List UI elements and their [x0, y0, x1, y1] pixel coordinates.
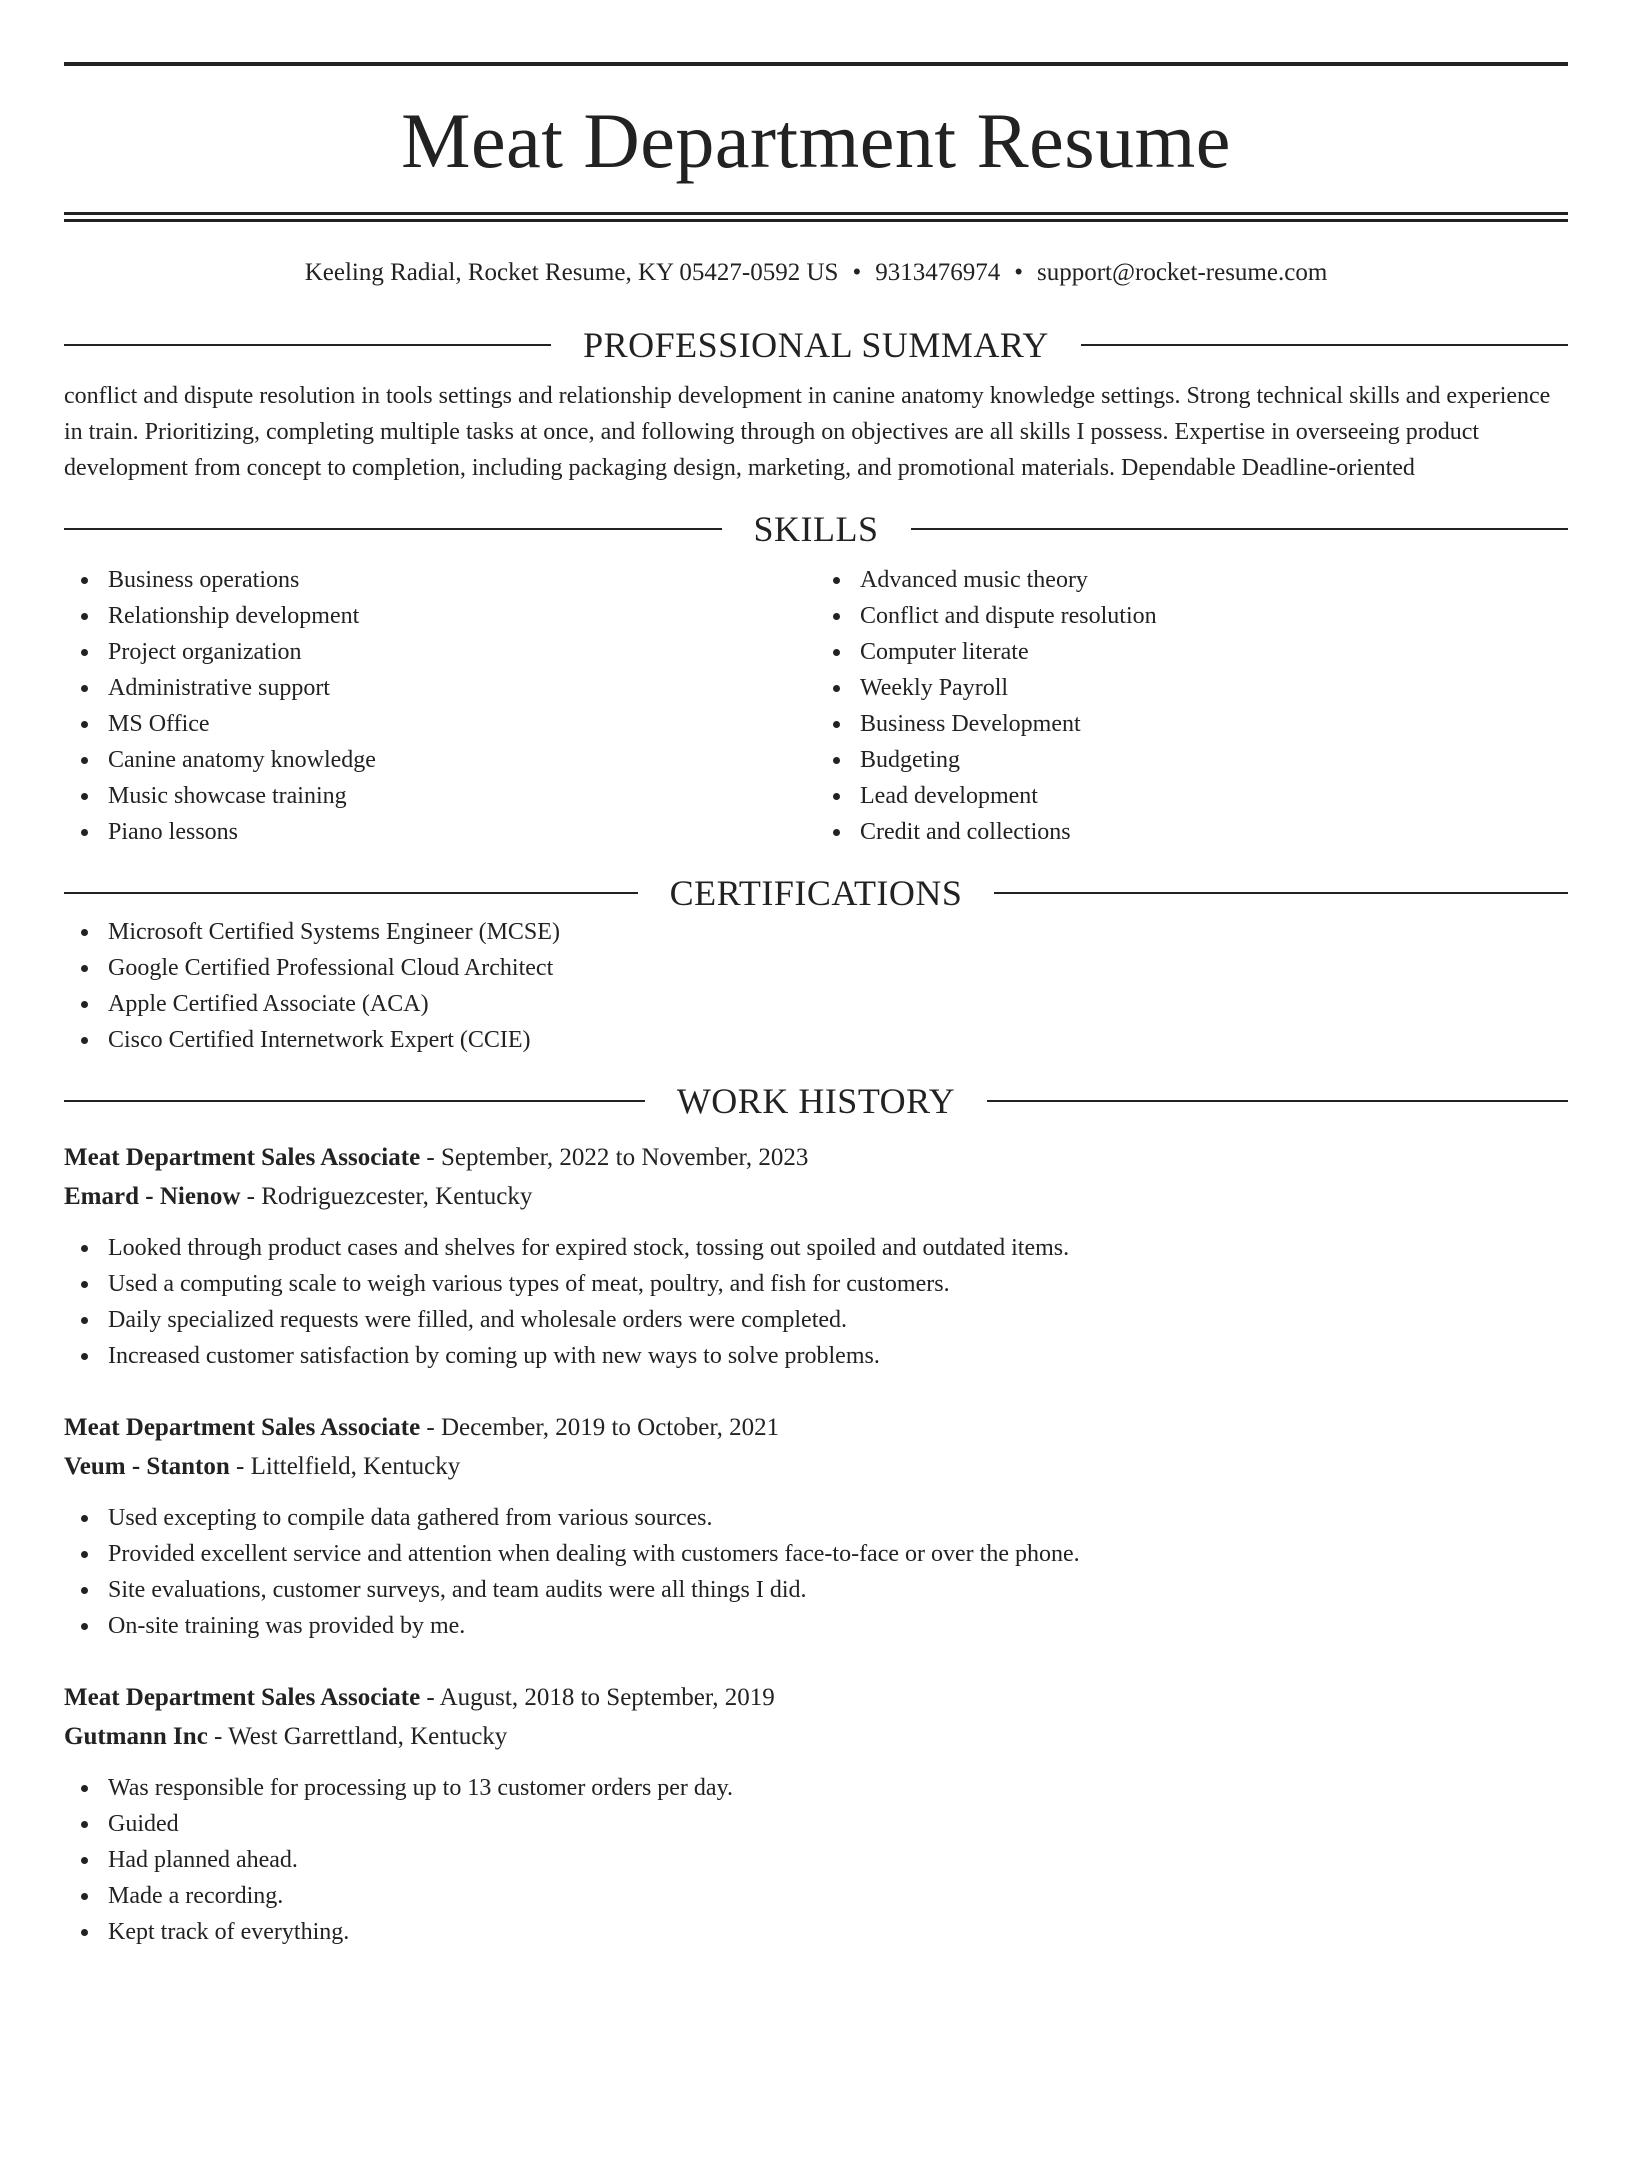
skills-heading: [64, 508, 1568, 550]
skill-item: Business Development: [816, 706, 1568, 742]
job-duty-item: On-site training was provided by me.: [64, 1608, 1568, 1644]
heading-rule-left: [64, 344, 551, 346]
skill-item: Lead development: [816, 778, 1568, 814]
skill-item: Piano lessons: [64, 814, 816, 850]
top-rule: [64, 62, 1568, 66]
skill-item: Budgeting: [816, 742, 1568, 778]
heading-rule-right: [987, 1100, 1568, 1102]
work-history-heading: [64, 1080, 1568, 1122]
job-company: Gutmann Inc: [64, 1723, 208, 1750]
job-duty-item: Site evaluations, customer surveys, and team audits were all things I did.: [64, 1572, 1568, 1608]
work-history-heading-label: WORK HISTORY: [676, 1081, 956, 1121]
contact-email: support@rocket-resume.com: [1036, 259, 1328, 286]
job-dates: - December, 2019 to October, 2021: [420, 1414, 780, 1441]
resume-page: [0, 62, 1632, 2174]
skill-item: Conflict and dispute resolution: [816, 598, 1568, 634]
skill-item: Music showcase training: [64, 778, 816, 814]
job-duty-item: Made a recording.: [64, 1878, 1568, 1914]
job-title-line: [64, 1138, 1568, 1177]
skill-item: Relationship development: [64, 598, 816, 634]
job-location: - Rodriguezcester, Kentucky: [240, 1183, 533, 1210]
job-company: Emard - Nienow: [64, 1183, 241, 1210]
job-duties-list: [64, 1500, 1568, 1644]
job-duty-item: Guided: [64, 1806, 1568, 1842]
job-entry: [64, 1678, 1568, 1950]
heading-rule-right: [994, 892, 1568, 894]
job-duties-list: [64, 1230, 1568, 1374]
skill-item: Business operations: [64, 562, 816, 598]
job-duty-item: Was responsible for processing up to 13 customer orders per day.: [64, 1770, 1568, 1806]
certifications-heading: [64, 872, 1568, 914]
heading-rule-left: [64, 892, 638, 894]
job-title: Meat Department Sales Associate: [64, 1144, 421, 1171]
job-company-line: [64, 1177, 1568, 1216]
skill-item: Advanced music theory: [816, 562, 1568, 598]
job-title-line: [64, 1678, 1568, 1717]
skills-list-right: [816, 562, 1568, 850]
skill-item: MS Office: [64, 706, 816, 742]
job-duty-item: Looked through product cases and shelves for expired stock, tossing out spoiled and outdated items.: [64, 1230, 1568, 1266]
certification-item: Google Certified Professional Cloud Architect: [64, 950, 1568, 986]
contact-phone: 9313476974: [875, 259, 1001, 286]
summary-text: conflict and dispute resolution in tools settings and relationship development in canine anatomy knowledge settings. Strong technical skills and experience in train. Prioritizing, completing multiple tasks at once, and following through on objectives are all skills I possess. Expertise in overseeing product development from concept to completion, including packaging design, marketing, and promotional materials. Dependable Deadline-oriented: [64, 383, 1551, 481]
contact-address: Keeling Radial, Rocket Resume, KY 05427-0592 US: [304, 259, 839, 286]
contact-line: [64, 258, 1568, 288]
job-duty-item: Increased customer satisfaction by coming up with new ways to solve problems.: [64, 1338, 1568, 1374]
skills-heading-label: SKILLS: [753, 509, 879, 549]
job-duty-item: Had planned ahead.: [64, 1842, 1568, 1878]
certifications-list: [64, 914, 1568, 1058]
skill-item: Computer literate: [816, 634, 1568, 670]
contact-separator: •: [852, 259, 862, 286]
certification-item: Microsoft Certified Systems Engineer (MCSE): [64, 914, 1568, 950]
heading-rule-left: [64, 528, 722, 530]
job-company-line: [64, 1717, 1568, 1756]
title-double-rule: [64, 212, 1568, 222]
skill-item: Administrative support: [64, 670, 816, 706]
skills-grid: [64, 562, 1568, 850]
job-dates: - September, 2022 to November, 2023: [420, 1144, 809, 1171]
skill-item: Canine anatomy knowledge: [64, 742, 816, 778]
job-entry: [64, 1138, 1568, 1374]
skills-list-left: [64, 562, 816, 850]
job-title: Meat Department Sales Associate: [64, 1684, 421, 1711]
certifications-heading-label: CERTIFICATIONS: [669, 873, 963, 913]
job-company: Veum - Stanton: [64, 1453, 230, 1480]
heading-rule-left: [64, 1100, 645, 1102]
heading-rule-right: [1081, 344, 1568, 346]
contact-separator: •: [1014, 259, 1023, 286]
job-location: - West Garrettland, Kentucky: [207, 1723, 508, 1750]
job-duties-list: [64, 1770, 1568, 1950]
skill-item: Credit and collections: [816, 814, 1568, 850]
summary-heading: [64, 324, 1568, 366]
summary-heading-label: PROFESSIONAL SUMMARY: [583, 325, 1049, 365]
job-dates: - August, 2018 to September, 2019: [420, 1684, 775, 1711]
job-duty-item: Daily specialized requests were filled, and wholesale orders were completed.: [64, 1302, 1568, 1338]
job-duty-item: Provided excellent service and attention when dealing with customers face-to-face or over the phone.: [64, 1536, 1568, 1572]
certification-item: Cisco Certified Internetwork Expert (CCIE): [64, 1022, 1568, 1058]
job-company-line: [64, 1447, 1568, 1486]
job-title-line: [64, 1408, 1568, 1447]
certification-item: Apple Certified Associate (ACA): [64, 986, 1568, 1022]
job-duty-item: Used excepting to compile data gathered from various sources.: [64, 1500, 1568, 1536]
job-location: - Littelfield, Kentucky: [229, 1453, 461, 1480]
heading-rule-right: [911, 528, 1569, 530]
job-entry: [64, 1408, 1568, 1644]
job-duty-item: Used a computing scale to weigh various types of meat, poultry, and fish for customers.: [64, 1266, 1568, 1302]
skill-item: Project organization: [64, 634, 816, 670]
skill-item: Weekly Payroll: [816, 670, 1568, 706]
job-duty-item: Kept track of everything.: [64, 1914, 1568, 1950]
resume-title: Meat Department Resume: [401, 97, 1231, 184]
job-title: Meat Department Sales Associate: [64, 1414, 421, 1441]
